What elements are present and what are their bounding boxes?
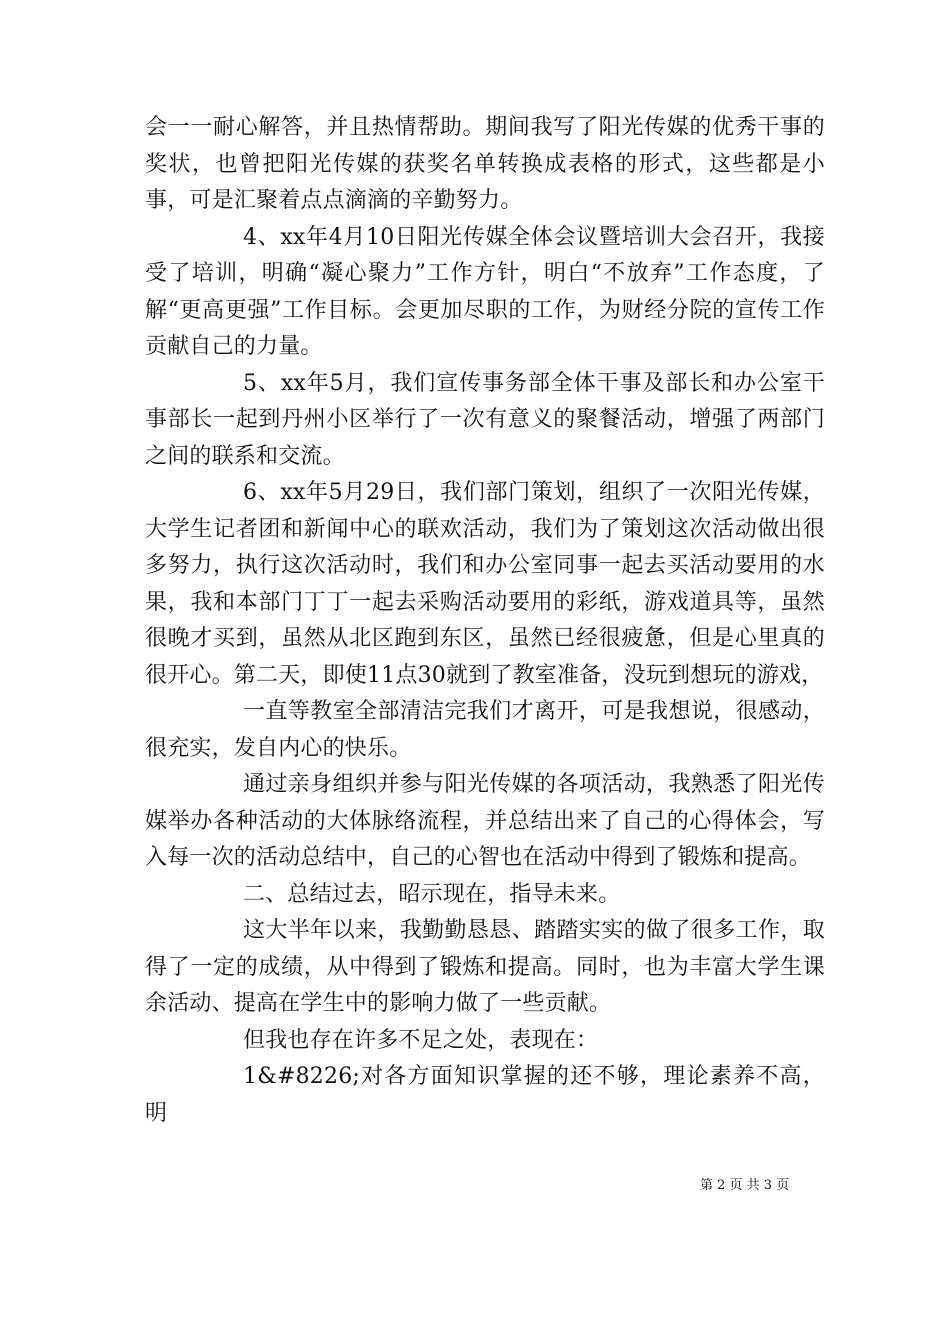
paragraph-5: 一直等教室全部清洁完我们才离开，可是我想说，很感动，很充实，发自内心的快乐。 [145, 699, 825, 761]
paragraph-8: 但我也存在许多不足之处，表现在： [243, 1027, 599, 1053]
paragraph-9: 1&#8226;对各方面知识掌握的还不够，理论素养不高，明 [145, 1064, 825, 1126]
paragraph-4: 6、xx年5月29日，我们部门策划，组织了一次阳光传媒，大学生记者团和新闻中心的联欢活动，我们为了策划这次活动做出很多努力，执行这次活动时，我们和办公室同事一起去买活动要用的水果，我和本部门丁丁一起去采购活动要用的彩纸，游戏道具等，虽然很晚才买到，虽然从北区跑到东区，虽然已经很疲惫，但是心里真的很开心。第二天，即使11点30就到了教室准备，没玩到想玩的游戏， [145, 480, 825, 688]
paragraph-1: 会一一耐心解答，并且热情帮助。期间我写了阳光传媒的优秀干事的奖状，也曾把阳光传媒的获奖名单转换成表格的形式，这些都是小事，可是汇聚着点点滴滴的辛勤努力。 [145, 115, 825, 213]
paragraph-7: 这大半年以来，我勤勤恳恳、踏踏实实的做了很多工作，取得了一定的成绩，从中得到了锻炼和提高。同时，也为丰富大学生课余活动、提高在学生中的影响力做了一些贡献。 [145, 918, 825, 1016]
paragraph-2: 4、xx年4月10日阳光传媒全体会议暨培训大会召开，我接受了培训，明确“凝心聚力”工作方针，明白“不放弃”工作态度，了解“更高更强”工作目标。会更加尽职的工作，为财经分院的宣传工作贡献自己的力量。 [145, 224, 825, 359]
page-number-footer: 第 2 页 共 3 页 [700, 1178, 790, 1193]
document-body [145, 110, 825, 1132]
section-heading: 二、总结过去，昭示现在，指导未来。 [243, 881, 621, 907]
paragraph-6: 通过亲身组织并参与阳光传媒的各项活动，我熟悉了阳光传媒举办各种活动的大体脉络流程，并总结出来了自己的心得体会，写入每一次的活动总结中，自己的心智也在活动中得到了锻炼和提高。 [145, 772, 825, 870]
paragraph-3: 5、xx年5月，我们宣传事务部全体干事及部长和办公室干事部长一起到丹州小区举行了一次有意义的聚餐活动，增强了两部门之间的联系和交流。 [145, 370, 825, 469]
